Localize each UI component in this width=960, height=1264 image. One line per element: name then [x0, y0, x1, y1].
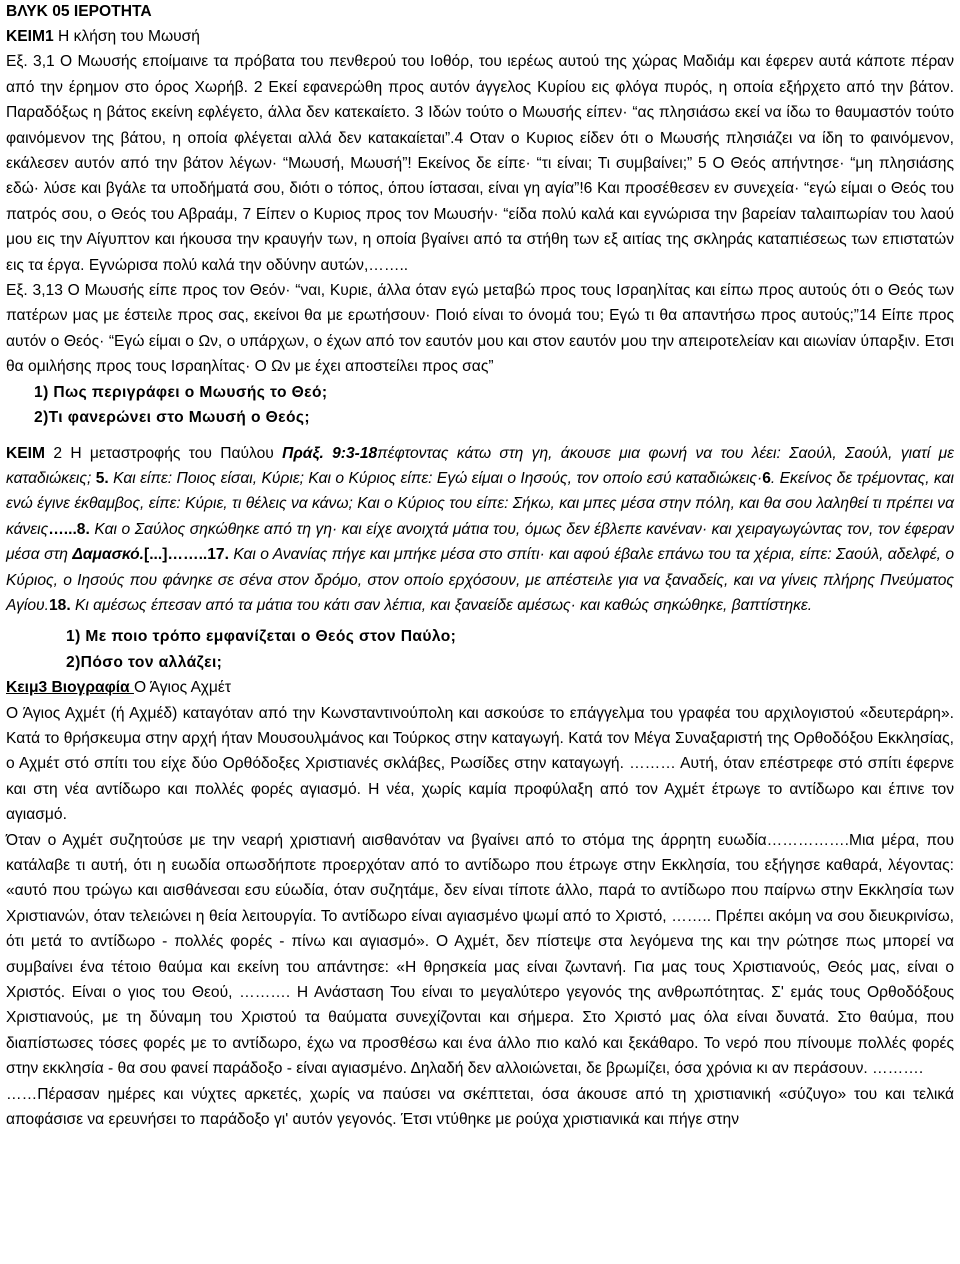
keim2-num: 2	[44, 444, 62, 462]
keim2-paragraph	[6, 441, 954, 619]
keim3-paragraph-2: Όταν ο Αχμέτ συζητούσε με την νεαρή χριστιανή αισθανόταν να βγαίνει από το στόμα της άρρητη ευωδία…………….Μια μέρα, που κατάλαβε τι αυτή, ότι η ευωδία οπωσδήποτε προερχόταν από το αντίδωρο που έτρωγε στην Εκκλησία, του εξήγησε καθαρά, λέγοντας: «αυτό που τρώγω και αισθάνεσαι εσυ εύωδία, όταν συζητάμε, δεν είναι τίποτε άλλο, παρά το αντίδωρο που παίρνω στην Εκκλησία των Χριστιανών, όταν τελειώνει η θεία λειτουργία. Το αντίδωρο είναι αγιασμένο ψωμί από το Χριστό, …….. Πρέπει ακόμη να σου διευκρινίσω, ότι μετά το αντίδωρο - πολλές φορές - πίνω και αγιασμό». Ο Αχμέτ, δεν πίστεψε στα λεγόμενα της και την ρώτησε πως μπορεί να συμβαίνει ένα τέτοιο θαύμα και εκείνη του απάντησε: «Η θρησκεία μας είναι ζωντανή. Για μας τους Χριστιανούς, Θεός μας, είναι ο Χριστός. Είναι ο γιος του Θεού, ………. Η Ανάσταση Του είναι το μεγαλύτερο γεγονός της ανθρωπότητας. Σ' εμάς τους Ορθοδόξους Χριστιανούς, με τη δύναμη του Χριστού τα θαύματα συνεχίζονται και σήμερα. Στο Χριστό μας όλα είναι δυνατά. Στο θαύμα, που διαπίστωσες τόσες φορές με το αντίδωρο, έχω να προσθέσω και ένα άλλο πιο καλό και ξεκάθαρο. Το νερό που πίνουμε πολλές φορές στην εκκλησία - θα σου φανεί παράδοξο - είναι αγιασμένο. Δηλαδή δεν αλλοιώνεται, δε βρωμίζει, όσα χρόνια κι αν περάσουν. ……….	[6, 831, 954, 1078]
keim2-verse-18: 18.	[48, 596, 71, 614]
keim1-label: ΚΕΙΜ1	[6, 28, 54, 45]
keim3-heading	[6, 675, 954, 700]
keim2-verse-17: [...]……..17.	[144, 546, 229, 564]
keim2-verse-6: 6	[762, 469, 771, 487]
keim2-question-1: 1) Με ποιο τρόπο εμφανίζεται ο Θεός στον Παύλο;	[66, 628, 457, 646]
page-title: ΒΛΥΚ 05 ΙΕΡΟΤΗΤΑ	[6, 3, 152, 20]
keim2-verse-5: 5.	[95, 469, 109, 487]
keim2-verse-8: …...8.	[48, 520, 90, 538]
keim2-text-6: . Εκείνος δε τρέμοντας, και ενώ έγινε έκθαμβος, είπε: Κύριε, τι θέλεις να κάνω; Και ο Κύριος του είπε: Σήκω, και μπες μέσα στην πόλη, και θα σου λαληθεί τι πρέπει να κάνεις	[6, 469, 954, 538]
keim2-text-17: Και ο Ανανίας πήγε και μπήκε μέσα στο σπίτι· και αφού έβαλε επάνω του τα χέρια, είπε: Σαούλ, αδελφέ, ο Κύριος, ο Ιησούς που φάνηκε σε σένα στον δρόμο, στον οποίο ερχόσουν, με απέστειλε για να ξαναδείς, και να γίνεις πλήρης Πνεύματος Αγίου.	[6, 546, 954, 614]
keim1-text-2: Εξ. 3,13 Ο Μωυσής είπε προς τον Θεόν· “ναι, Κυριε, άλλα όταν εγώ μεταβώ προς τους Ισραηλίτας και είπω προς αυτούς ότι ο Θεός των πατέρων μας με έστειλε προς σας, εκείνοι θα με ερωτήσουν· Ποιό είναι το όνομά του; Εγώ τι θα απαντήσω προς αυτούς;”14 Είπε προς αυτόν ο Θεός· “Εγώ είμαι ο Ων, ο υπάρχων, ο έχων από τον εαυτόν μου και στον εαυτόν μου την απειροτελείαν και αιωνίαν ύπαρξιν. Ετσι θα ομιλήσης προς τους Ισραηλίτας· Ο Ων με έχει αποστείλει προς σας”	[6, 282, 954, 376]
keim2-label: ΚΕΙΜ	[6, 444, 45, 462]
keim2-question-2: 2)Πόσο τον αλλάζει;	[66, 653, 223, 671]
keim1-question-2: 2)Τι φανερώνει στο Μωυσή ο Θεός;	[34, 409, 310, 427]
keim1-title: Η κλήση του Μωυσή	[53, 28, 200, 45]
keim2-text-18: Κι αμέσως έπεσαν από τα μάτια του κάτι σαν λέπια, και ξαναείδε αμέσως· και καθώς σηκώθηκε, βαπτίστηκε.	[70, 596, 813, 614]
keim3-title: Ο Άγιος Αχμέτ	[133, 679, 232, 697]
keim1-question-1: 1) Πως περιγράφει ο Μωυσής το Θεό;	[34, 383, 328, 401]
keim2-ref: Πράξ.	[282, 444, 324, 462]
keim3-paragraph-1: Ο Άγιος Αχμέτ (ή Αχμέδ) καταγόταν από την Κωνσταντινούπολη και ασκούσε το επάγγελμα του γραφέα του αρχιλογιστού «δευτεράρη». Κατά το θρήσκευμα στην αρχή ήταν Μουσουλμάνος και Τούρκος στην καταγωγή. Κατά τον Μέγα Συναξαριστή της Ορθοδόξου Εκκλησίας, ο Αχμέτ στό σπίτι του είχε δύο Ορθόδοξες Χριστιανές σκλάβες, Ρωσίδες στην καταγωγή. ……… Αυτή, όταν επέστρεφε στό σπίτι έφερνε και στη νέα αντίδωρο και πολλές φορές αγιασμό. Η νέα, χωρίς καμία προφύλαξη από τον Αχμέτ έτρωγε το αντίδωρο και έπινε τον αγιασμό.	[6, 704, 954, 824]
keim2-text-8: Και ο Σαύλος σηκώθηκε από τη γη· και είχε ανοιχτά μάτια του, όμως δεν έβλεπε κανέναν· και χειραγωγώντας τον, τον έφεραν μέσα στη	[6, 520, 954, 564]
keim2-text-5: Και είπε: Ποιος είσαι, Κύριε; Και ο Κύριος είπε: Εγώ είμαι ο Ιησούς, τον οποίο εσύ καταδιώκεις·	[108, 469, 763, 487]
keim2-text: πέφτοντας κάτω στη γη, άκουσε μια φωνή να του λέει: Σαούλ, Σαούλ, γιατί με καταδιώκεις;	[6, 444, 954, 487]
keim2-ref-verses: 9:3-18	[323, 444, 378, 462]
keim1-heading	[6, 24, 954, 49]
keim3-label: Κειμ3 Βιογραφία	[6, 679, 134, 697]
keim2-title: Η μεταστροφής του Παύλου	[62, 444, 283, 462]
keim2-damascus: Δαμασκό.	[72, 546, 145, 564]
keim1-text: Εξ. 3,1 Ο Μωυσής εποίμαινε τα πρόβατα του πενθερού του Ιοθόρ, του ιερέως αυτού της χώρας Μαδιάμ και έφερεν αυτά κάποτε πέραν από την έρημον στο όρος Χωρήβ. 2 Εκεί εφανερώθη προς αυτόν άγγελος Κυρίου εις φλόγα πυρός, η οποία εξήρχετο από την βάτον. Παραδόξως η βάτος εκείνη εφλέγετο, άλλα δεν κατεκαίετο. 3 Ιδών τούτο ο Μωυσής είπεν· “ας πλησιάσω εκεί να ίδω το θαυμαστόν τούτο φαινόμενον της βάτου, η οποία φλέγεται αλλά δεν κατακαίεται”.4 Οταν ο Κυριος είδεν ότι ο Μωυσής πλησιάζει να ίδη το φαινόμενον, εκάλεσεν αυτόν από την βάτον λέγων· “Μωυσή, Μωυσή”! Εκείνος δε είπε· “τι είναι; Τι συμβαίνει;” 5 Ο Θεός απήντησε· “μη πλησιάσης εδώ· λύσε και βγάλε τα υποδήματά σου, διότι ο τόπος, όπου ίστασαι, είναι γη αγία”!6 Και προσέθεσεν εν συνεχεία· “εγώ είμαι ο Θεός του πατρός σου, ο Θεός του Αβραάμ, 7 Είπεν ο Κυριος προς τον Μωυσήν· “είδα πολύ καλά και εγνώρισα την βαρείαν ταλαιπωρίαν του λαού μου εις την Αίγυπτον και ήκουσα την κραυγήν των, η οποία βγαίνει από τα στήθη των εξ αιτίας της σκληράς καταπιέσεως των επιστατών εις τα έργα. Εγνώρισα πολύ καλά την οδύνην αυτών,……..	[6, 53, 954, 274]
keim3-paragraph-3: ……Πέρασαν ημέρες και νύχτες αρκετές, χωρίς να παύσει να σκέπτεται, όσα άκουσε από τη χριστιανική «σύζυγο» του και τελικά αποφάσισε να ερευνήσει το παράδοξο γι' αυτόν γεγονός. Έτσι ντύθηκε με ρούχα χριστιανικά και πήγε στην	[6, 1085, 954, 1129]
